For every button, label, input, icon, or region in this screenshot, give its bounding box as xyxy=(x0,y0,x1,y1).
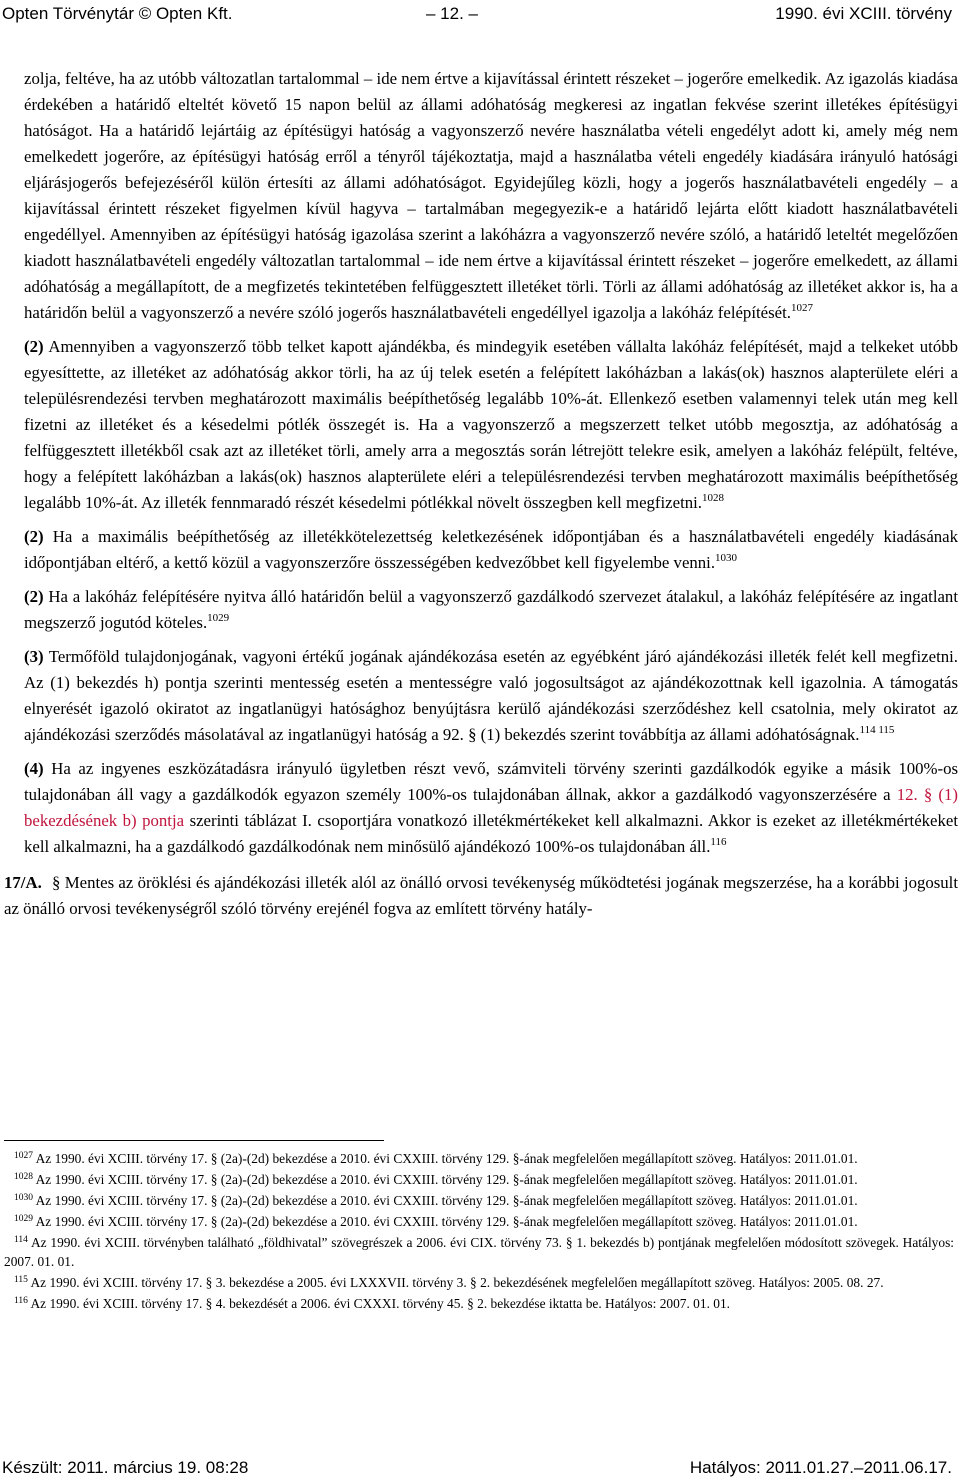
footnote-item xyxy=(4,1212,954,1231)
footnote-text: Az 1990. évi XCIII. törvényben található „földhivatal” szövegrészek a 2006. évi CIX. törvény 73. § 1. bekezdés b) pontjának megfelelően módosított szövegek. Hatályos: 2007. 01. 01. xyxy=(4,1235,954,1269)
header-law-title: 1990. évi XCIII. törvény xyxy=(775,4,952,23)
section-number: 17/A. xyxy=(4,873,42,892)
footnote-item xyxy=(4,1149,954,1168)
section-text: Mentes az öröklési és ajándékozási illeték alól az önálló orvosi tevékenység működtetési jogának megszerzése, ha a korábbi jogosult az önálló orvosi tevékenységről szóló törvény erejénél fogva az említett törvény hatály- xyxy=(4,873,958,918)
footnote-item xyxy=(4,1191,954,1210)
paragraph-number: (3) xyxy=(24,647,44,666)
footnote-text: Az 1990. évi XCIII. törvény 17. § (2a)-(2d) bekezdése a 2010. évi CXXIII. törvény 129. §-ának megfelelően megállapított szöveg. Hatályos: 2011.01.01. xyxy=(35,1151,858,1166)
paragraph-text: Ha a lakóház felépítésére nyitva álló határidőn belül a vagyonszerző gazdálkodó szervezet átalakul, a lakóház felépítésére az ingatlant megszerző jogutód köteles. xyxy=(24,587,958,632)
paragraph-number: (2) xyxy=(24,527,44,546)
paragraph-2-successor xyxy=(24,584,958,636)
footnote-text: Az 1990. évi XCIII. törvény 17. § (2a)-(2d) bekezdése a 2010. évi CXXIII. törvény 129. §-ának megfelelően megállapított szöveg. Hatályos: 2011.01.01. xyxy=(35,1172,858,1187)
footnote-text: Az 1990. évi XCIII. törvény 17. § 4. bekezdését a 2006. évi CXXXI. törvény 45. § 2. bekezdése iktatta be. Hatályos: 2007. 01. 01. xyxy=(30,1296,731,1311)
paragraph-continuation xyxy=(24,66,958,326)
footnote-item xyxy=(4,1273,954,1292)
footnote-item xyxy=(4,1170,954,1189)
footnote-number: 116 xyxy=(14,1296,28,1306)
header-publisher: Opten Törvénytár © Opten Kft. xyxy=(2,4,233,23)
footnote-number: 1027 xyxy=(14,1151,33,1161)
footnote-ref[interactable]: 114 115 xyxy=(859,724,895,736)
footnote-ref[interactable]: 116 xyxy=(710,836,727,848)
paragraph-2-gift-plots xyxy=(24,334,958,516)
footer-effective: Hatályos: 2011.01.27.–2011.06.17. xyxy=(689,1458,952,1477)
footnote-number: 1028 xyxy=(14,1172,33,1182)
footnotes xyxy=(4,1149,954,1315)
footnote-text: Az 1990. évi XCIII. törvény 17. § (2a)-(2d) bekezdése a 2010. évi CXXIII. törvény 129. §-ának megfelelően megállapított szöveg. Hatályos: 2011.01.01. xyxy=(35,1193,858,1208)
footnote-ref[interactable]: 1030 xyxy=(715,552,738,564)
footnote-ref[interactable]: 1027 xyxy=(790,302,813,314)
footnote-number: 114 xyxy=(14,1235,28,1245)
paragraph-text: zolja, feltéve, ha az utóbb változatlan tartalommal – ide nem értve a kijavítással érintett részeket – jogerőre emelkedik. Az igazolás kiadása érdekében a határidő elteltét követő 15 napon belül az állami adóhatóság megkeresi az ingatlan fekvése szerint illetékes építésügyi hatóságot. Ha a határidő lejártáig az építésügyi hatóság a vagyonszerző nevére használatba vételi engedélyt adott ki, amely még nem emelkedett jogerőre, az építésügyi hatóság erről a tényről tájékoztatja, majd a használatba vételi engedély kiadására irányuló hatósági eljárásjogerős befejezéséről külön értesíti az állami adóhatóságot. Egyidejűleg közli, hogy a jogerős használatbavételi engedély – a kijavítással érintett részeket figyelmen kívül hagyva – tartalmában megegyezik-e a határidő lejárta előtt kiadott használatbavételi engedéllyel. Amennyiben az építésügyi hatóság igazolása szerint a lakóházra a vagyonszerző nevére szóló, a határidő leteltét megelőzően kiadott használatbavételi engedély változatlan tartalommal – ide nem értve a kijavítással érintett részeket – jogerőre emelkedett, az állami adóhatóság a megállapított, de a megfizetés tekintetében felfüggesztett illetéket törli. Törli az állami adóhatóság az illetéket akkor is, ha a határidőn belül a vagyonszerző a nevére szóló jogerős használatbavételi engedéllyel igazolja a lakóház felépítését. xyxy=(24,69,958,322)
page-footer xyxy=(0,1458,960,1482)
paragraph-text: szerinti táblázat I. csoportjára vonatkozó illetékmértékeket kell alkalmazni. Akkor is ezeket az illetékmértékeket kell alkalmazni, ha a gazdálkodó gazdálkodónak nem minősülő ajándékozó 100%-os tulajdonában áll. xyxy=(24,811,958,856)
paragraph-text: Amennyiben a vagyonszerző több telket kapott ajándékba, és mindegyik esetében vállalta lakóház felépítését, majd a telkeket utóbb egyesíttette, az illetéket az adóhatóság akkor törli, ha az új telek esetén a felépített lakóházban a lakás(ok) hasznos alapterülete eléri a településrendezési tervben meghatározott maximális beépíthetőség legalább 10%-át. Ellenkező esetben valamennyi telek után meg kell fizetni az illetéket és a késedelmi pótlék összegét is. Ha a vagyonszerző a megszerzett telket utóbb megosztja, az adóhatóság a felfüggesztett illetékből csak azt az illetéket törli, amely arra a megosztás során létrejött telekre esik, amelyen a lakóház felépült, feltéve, hogy a felépített lakóházban a lakás(ok) hasznos alapterülete eléri a településrendezési tervben meghatározott maximális beépíthetőség legalább 10%-át. Az illeték fennmaradó részét késedelmi pótlékkal növelt összegben kell megfizetni. xyxy=(24,337,958,512)
paragraph-number: (4) xyxy=(24,759,44,778)
page-number: – 12. – xyxy=(426,4,478,23)
footnote-text: Az 1990. évi XCIII. törvény 17. § 3. bekezdése a 2005. évi LXXXVII. törvény 3. § 2. bekezdésének megfelelően megállapított szöveg. Hatályos: 2005. 08. 27. xyxy=(30,1275,884,1290)
paragraph-4-asset-transfer xyxy=(24,756,958,860)
footnote-text: Az 1990. évi XCIII. törvény 17. § (2a)-(2d) bekezdése a 2010. évi CXXIII. törvény 129. §-ának megfelelően megállapított szöveg. Hatályos: 2011.01.01. xyxy=(35,1214,858,1229)
paragraph-number: (2) xyxy=(24,587,44,606)
section-symbol: § xyxy=(52,873,61,892)
footnote-number: 1030 xyxy=(14,1193,33,1203)
paragraph-text: Ha az ingyenes eszközátadásra irányuló ügyletben részt vevő, számviteli törvény szerinti gazdálkodók egyike a másik 100%-os tulajdonában áll vagy a gazdálkodók egyazon személy 100%-os tulajdonában állnak, akkor a gazdálkodó vagyonszerzésére a xyxy=(24,759,958,804)
paragraph-3-farmland xyxy=(24,644,958,748)
paragraph-text: Ha a maximális beépíthetőség az illetékkötelezettség keletkezésének időpontjában és a használatbavételi engedély kiadásának időpontjában eltérő, a kettő közül a vagyonszerzőre összességében kedvezőbbet kell figyelembe venni. xyxy=(24,527,958,572)
paragraph-2-max-build xyxy=(24,524,958,576)
section-17a xyxy=(4,870,958,922)
footnote-ref[interactable]: 1028 xyxy=(702,492,724,504)
footnote-number: 1029 xyxy=(14,1214,33,1224)
paragraph-text: Termőföld tulajdonjogának, vagyoni értékű jogának ajándékozása esetén az egyébként járó ajándékozási illeték felét kell megfizetni. Az (1) bekezdés h) pontja szerinti mentesség esetén a mentességre való jogosultságot az ajándékozottnak kell igazolnia. A támogatás elnyerését igazoló okiratot az ingatlanügyi hatósághoz benyújtásra kerülő ajándékozási szerződéshez kell csatolnia, mely okiratot az ajándékozási szerződés másolatával az ingatlanügyi hatóság a 92. § (1) bekezdés szerint továbbítja az állami adóhatóságnak. xyxy=(24,647,958,744)
paragraph-number: (2) xyxy=(24,337,44,356)
footer-created: Készült: 2011. március 19. 08:28 xyxy=(2,1458,249,1477)
footnote-item xyxy=(4,1233,954,1271)
footnote-item xyxy=(4,1294,954,1313)
page-header xyxy=(0,4,960,30)
document-body xyxy=(4,66,958,922)
footnote-divider xyxy=(4,1140,384,1141)
footnote-ref[interactable]: 1029 xyxy=(207,612,230,624)
footnote-number: 115 xyxy=(14,1275,28,1285)
section-link[interactable]: 12. § (1) bekezdésének b) pontja xyxy=(24,785,958,830)
